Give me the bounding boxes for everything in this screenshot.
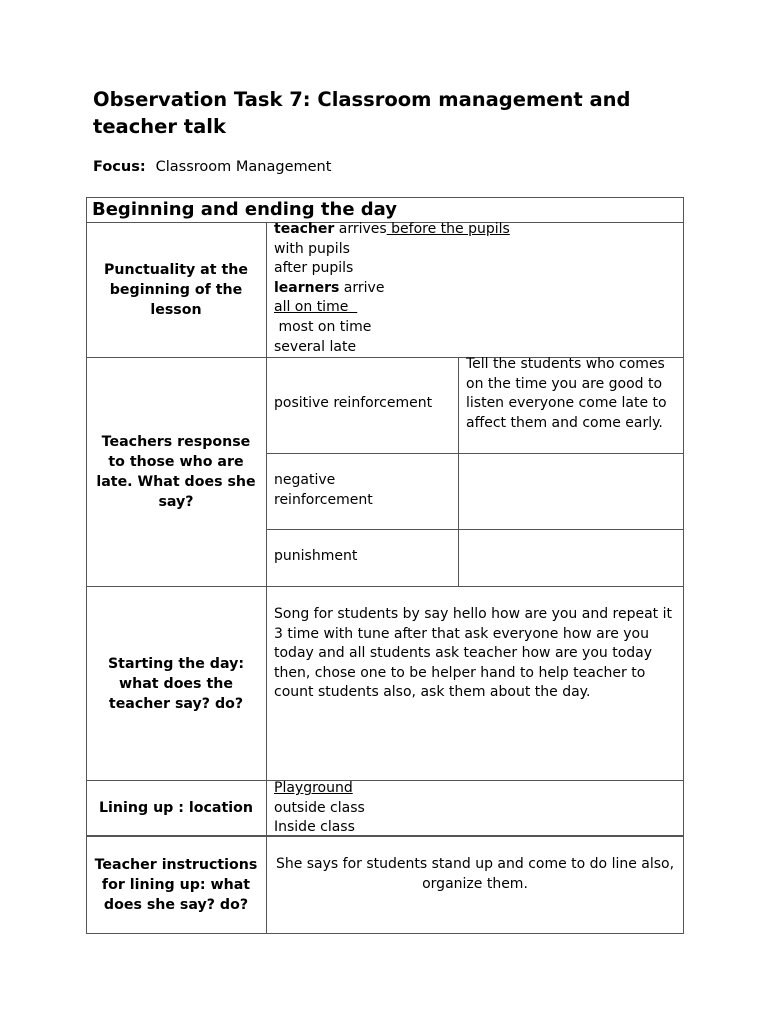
subcolumn-divider (458, 357, 459, 586)
option-before-pupils: before the pupils (386, 221, 510, 237)
option-learners-arrive (274, 279, 674, 299)
instructions-text: She says for students stand up and come to do line also, organize them. (275, 856, 675, 892)
observation-table (86, 197, 684, 934)
option-all-on-time: all on time (274, 299, 358, 316)
punctuality-options (274, 220, 674, 357)
punishment-label: punishment (274, 548, 358, 564)
column-divider (266, 222, 267, 933)
option-teacher-arrives (274, 220, 674, 240)
focus-value: Classroom Management (155, 159, 332, 175)
starting-day-label: Starting the day: what does the teacher say? do? (107, 655, 245, 712)
option-inside-class: Inside class (274, 819, 355, 836)
lining-up-options (274, 779, 574, 838)
subrow-divider-1 (266, 453, 684, 454)
focus-label: Focus: (93, 159, 146, 175)
teacher-word: teacher (274, 221, 335, 237)
arrive-word: arrive (339, 279, 385, 296)
instructions-label: Teacher instructions for lining up: what does she say? do? (94, 857, 258, 913)
positive-reinforcement-label: positive reinforcement (274, 395, 433, 411)
arrives-word: arrives (334, 221, 387, 237)
option-with-pupils: with pupils (274, 240, 350, 257)
option-several-late: several late (274, 338, 357, 355)
lining-up-label: Lining up : location (99, 800, 253, 816)
punctuality-label: Punctuality at the beginning of the lesson (104, 262, 248, 318)
starting-day-text: Song for students by say hello how are you and repeat it 3 time with tune after that ask everyone how are you today and all students ask teacher how are you today then, chose one to be helper hand to help teacher to count students also, ask them about the day. (274, 606, 672, 701)
option-playground: Playground (274, 780, 353, 796)
page-title: Observation Task 7: Classroom management and teacher talk (93, 88, 631, 138)
option-outside-class: outside class (274, 799, 365, 816)
focus-line (93, 157, 331, 177)
option-after-pupils: after pupils (274, 260, 354, 277)
option-most-on-time: most on time (274, 318, 372, 335)
table-border-right (683, 197, 684, 934)
subrow-divider-2 (266, 529, 684, 530)
learners-word: learners (274, 279, 340, 296)
table-header: Beginning and ending the day (92, 199, 398, 220)
table-border-bottom (86, 933, 684, 934)
late-response-label: Teachers response to those who are late. What does she say? (96, 434, 256, 510)
negative-reinforcement-label: negative reinforcement (274, 472, 373, 508)
positive-reinforcement-text: Tell the students who comes on the time you are good to listen everyone come late to affect them and come early. (466, 356, 667, 431)
